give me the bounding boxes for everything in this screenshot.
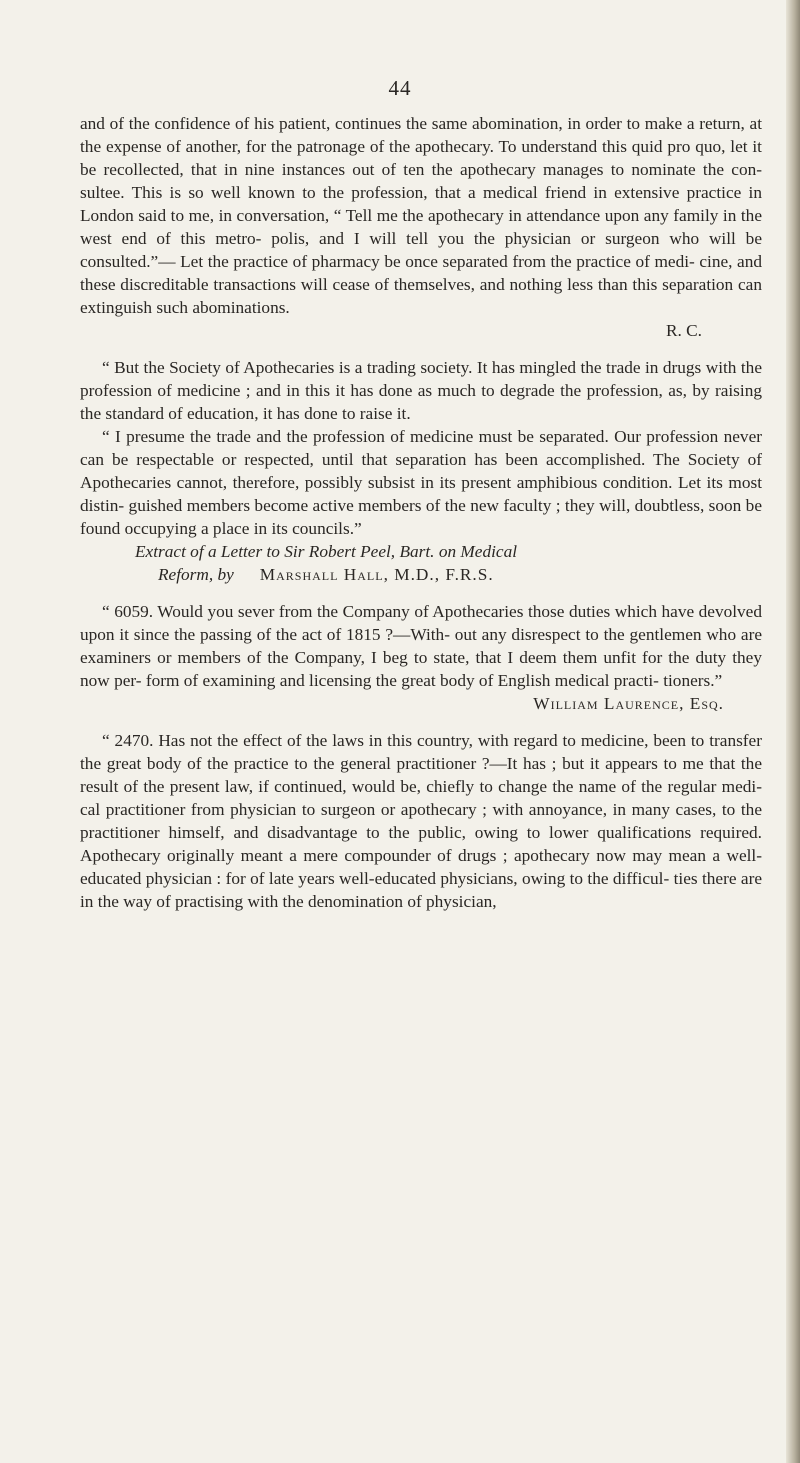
spacer [80,586,762,600]
paragraph-separation: “ I presume the trade and the profession of medicine must be separated. Our profession never can be respectable or respected, until that separation has been accomplished. The Society of Apothecaries cannot, therefore, possibly subsist in its present amphibious condition. Let its most distin- guished members become active members of the new faculty ; they will, doubtless, soon be found occupying a place in its councils.” [80,427,762,538]
source-citation-title: Extract of a Letter to Sir Robert Peel, Bart. on Medical [135,542,518,561]
signature-william-laurence: William Laurence, Esq. [533,694,724,713]
page-number: 44 [388,76,412,100]
paragraph-question-6059: “ 6059. Would you sever from the Company of Apothecaries those duties which have devolved upon it since the passing of the act of 1815 ?—With- out any disrespect to the gentlemen who are examiners or members of the Company, I beg to state, that I deem them unfit for the duty they now per- form of examining and licensing the great body of English medical practi- tioners.” [80,602,762,690]
spacer [80,342,762,356]
signature-rc: R. C. [665,321,702,340]
paragraph-question-2470: “ 2470. Has not the effect of the laws in this country, with regard to medicine, been to transfer the great body of the practice to the general practitioner ?—It has ; but it appears to me that the result of the present law, if continued, would be, chiefly to change the name of the regular medi- cal practitioner from physician to surgeon or apothecary ; with annoyance, in many cases, to the practitioner himself, and disadvantage to the public, owing to lower qualifications required. Apothecary originally meant a mere compounder of drugs ; apothecary now may mean a well-educated physician : for of late years well-educated physicians, owing to the difficul- ties there are in the way of practising with the denomination of physician, [80,731,762,911]
spacer [80,715,762,729]
source-citation-line2 [80,563,762,586]
source-citation-line1 [80,540,762,563]
page-edge-shadow [786,0,800,1463]
source-citation-author: Marshall Hall, M.D., F.R.S. [259,565,494,584]
source-citation-reform: Reform, by [158,565,234,584]
paragraph-rc-letter: and of the confidence of his patient, continues the same abomination, in order to make a return, at the expense of another, for the patronage of the apothecary. To understand this quid pro quo, let it be recollected, that in nine instances out of ten the apothecary manages to nominate the con- sultee. This is so well known to the profession, that a medical friend in extensive practice in London said to me, in conversation, “ Tell me the apothecary in attendance upon any family in the west end of this metro- polis, and I will tell you the physician or surgeon who will be consulted.”— Let the practice of pharmacy be once separated from the practice of medi- cine, and these discreditable transactions will cease of themselves, and nothing less than this separation can extinguish such abominations. [80,114,762,317]
paragraph-trading-society: “ But the Society of Apothecaries is a trading society. It has mingled the trade in drugs with the profession of medicine ; and in this it has done as much to degrade the profession, as, by raising the standard of education, it has done to raise it. [80,358,762,423]
page-body [80,112,762,913]
